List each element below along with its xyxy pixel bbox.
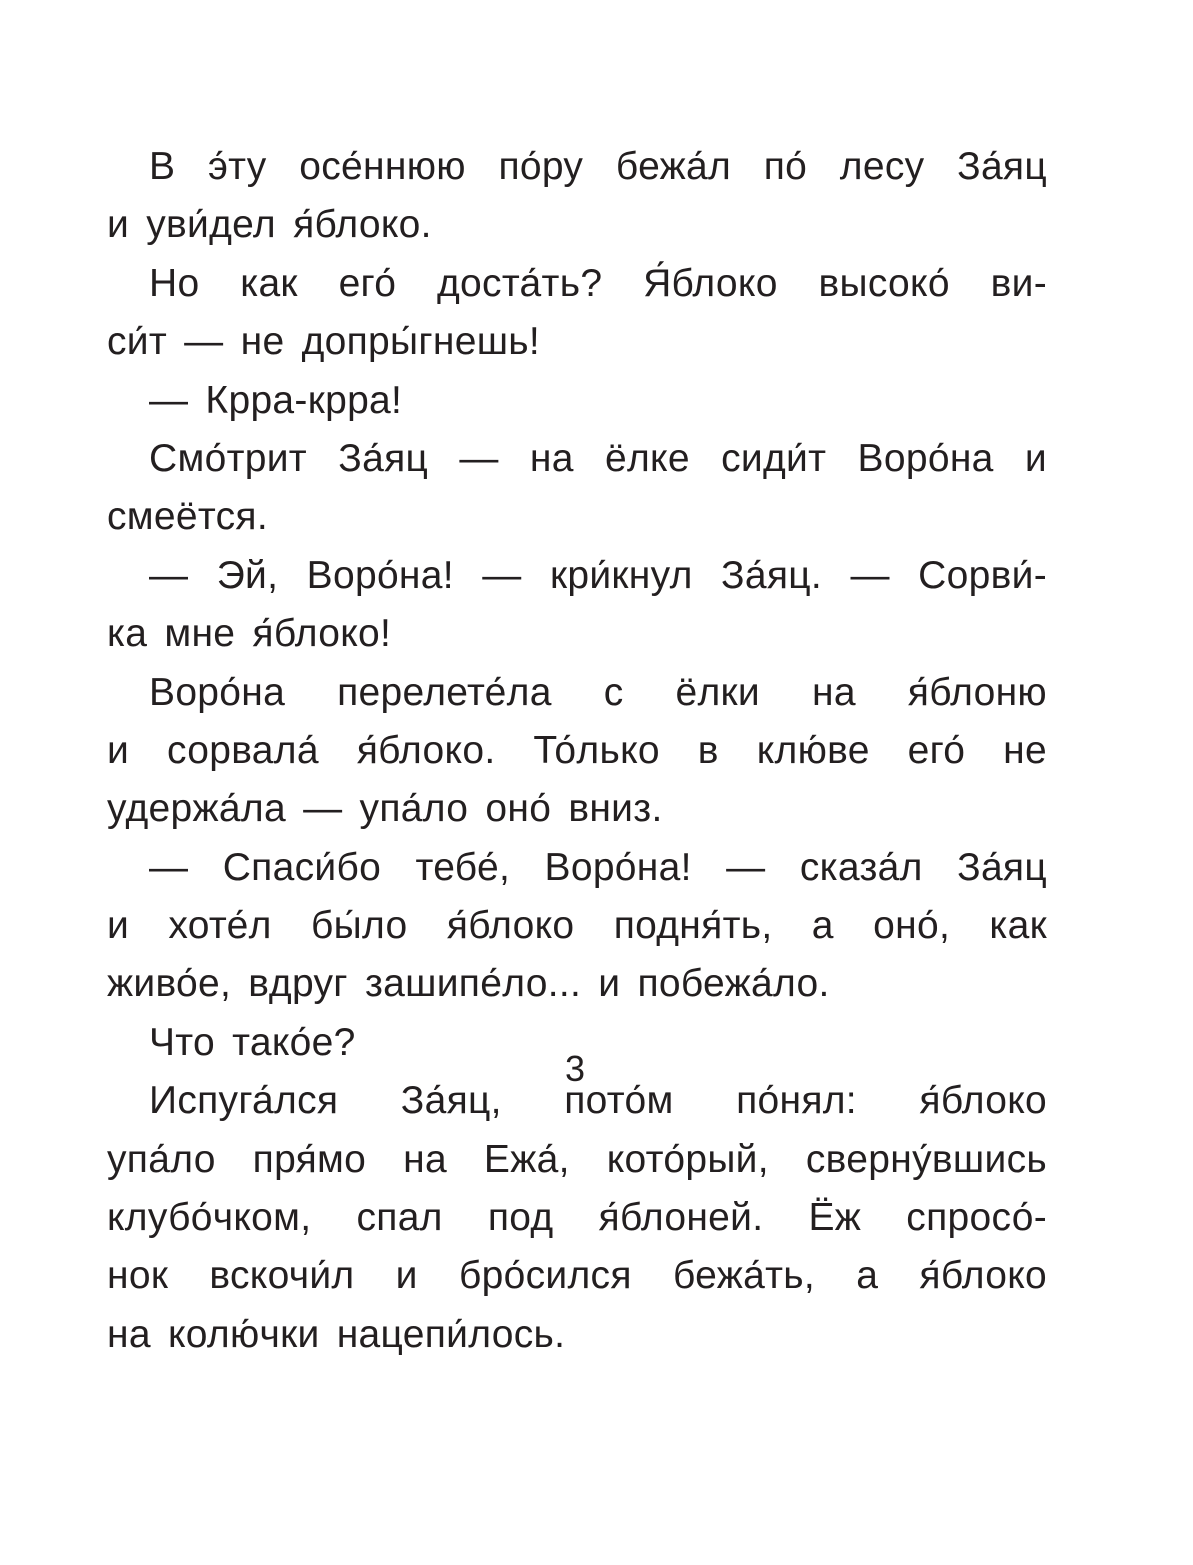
- text-line: живо́е, вдруг зашипе́ло... и побежа́ло.: [107, 962, 830, 1006]
- text-line: Смо́трит За́яц — на ёлке сиди́т Воро́на и: [149, 436, 1047, 480]
- text-line: на колю́чки нацепи́лось.: [107, 1312, 566, 1356]
- text-line: и хоте́л бы́ло я́блоко подня́ть, а оно́, как: [107, 904, 1047, 948]
- text-line: ка мне я́блоко!: [107, 612, 392, 656]
- text-line: — Эй, Воро́на! — кри́кнул За́яц. — Сорви́-: [149, 553, 1047, 597]
- text-line: клубо́чком, спал под я́блоней. Ёж спросо́-: [107, 1196, 1047, 1240]
- text-line: Но как его́ доста́ть? Я́блоко высоко́ ви-: [149, 261, 1047, 305]
- text-line: Что тако́е?: [149, 1020, 356, 1064]
- text-line: — Крра-крра!: [149, 378, 403, 422]
- text-line: Испуга́лся За́яц, пото́м по́нял: я́блоко: [149, 1079, 1047, 1123]
- text-line: и сорвала́ я́блоко. То́лько в клю́ве его́ не: [107, 728, 1047, 772]
- text-line: Воро́на перелете́ла с ёлки на я́блоню: [149, 670, 1047, 714]
- text-line: — Спаси́бо тебе́, Воро́на! — сказа́л За́яц: [149, 845, 1047, 889]
- text-line: си́т — не допры́гнешь!: [107, 320, 541, 364]
- text-line: В э́ту осе́ннюю по́ру бежа́л по́ лесу За́яц: [149, 145, 1047, 188]
- text-line: и уви́дел я́блоко.: [107, 203, 432, 247]
- text-line: удержа́ла — упа́ло оно́ вниз.: [107, 787, 663, 831]
- text-line: упа́ло пря́мо на Ежа́, кото́рый, сверну́вшись: [107, 1137, 1047, 1181]
- text-line: смеётся.: [107, 495, 268, 539]
- text-line: нок вскочи́л и бро́сился бежа́ть, а я́блоко: [107, 1254, 1047, 1298]
- page-number: 3: [564, 1048, 586, 1089]
- story-text: [107, 138, 1047, 1364]
